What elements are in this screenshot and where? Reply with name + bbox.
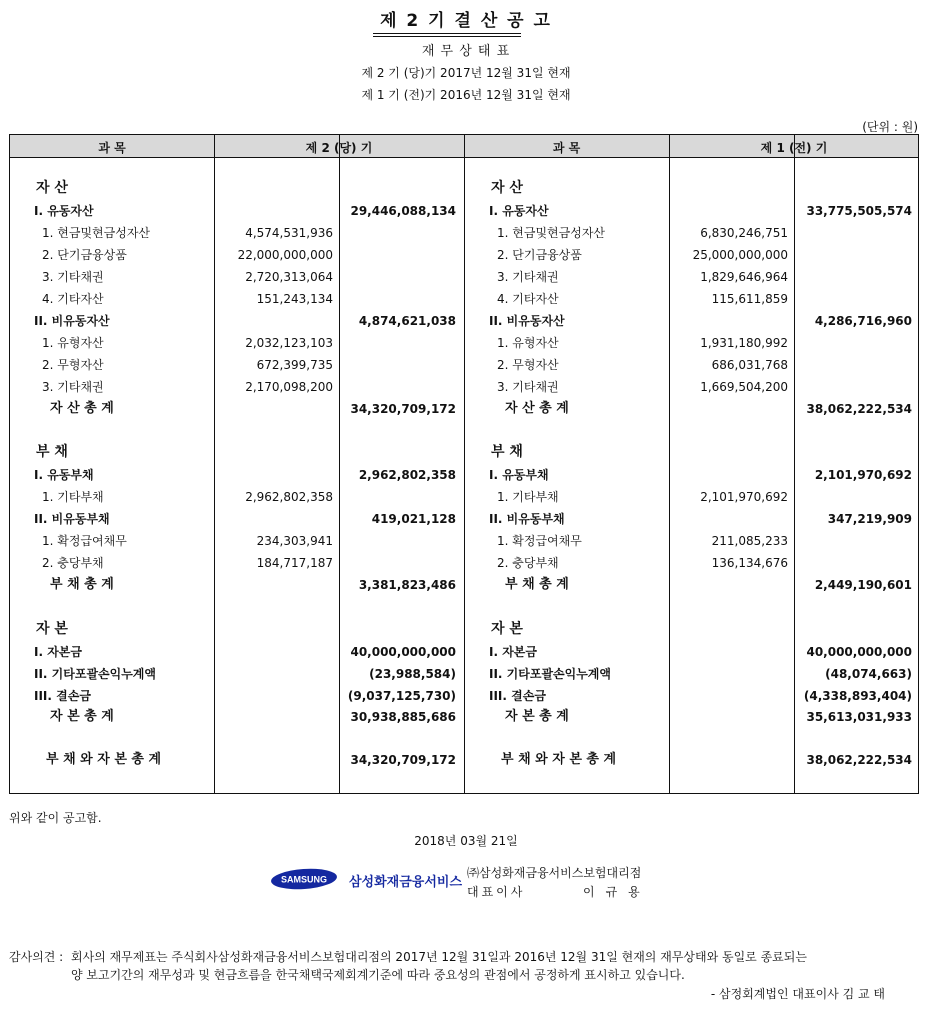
audit-opinion-line: 양 보고기간의 재무성과 및 현금흐름을 한국채택국제회계기준에 따라 중요성의 관점에서 공정하게 표시하고 있습니다. [71, 968, 685, 982]
row-label: 자 본 [36, 621, 68, 637]
prior-detail-value: 211,085,233 [711, 534, 788, 548]
row-label: II. 비유동자산 [489, 314, 565, 328]
column-divider [464, 135, 465, 793]
balance-sheet-table [9, 134, 919, 794]
row-label: III. 결손금 [489, 689, 546, 703]
row-label: 1. 기타부채 [42, 490, 104, 504]
current-total-value: 34,320,709,172 [350, 753, 456, 767]
current-detail-value: 2,720,313,064 [245, 270, 333, 284]
current-total-value: 3,381,823,486 [358, 578, 456, 592]
row-label: I. 자본금 [489, 645, 537, 659]
row-label: 자 산 [36, 180, 68, 196]
row-label: 부 채 총 계 [50, 577, 114, 592]
row-label: 자 산 총 계 [505, 401, 569, 416]
row-label: II. 비유동자산 [34, 314, 110, 328]
row-label: 1. 확정급여채무 [497, 534, 582, 548]
row-label: 3. 기타채권 [42, 380, 104, 394]
row-label: 2. 충당부채 [497, 556, 559, 570]
current-total-value: (23,988,584) [369, 667, 456, 681]
row-label: 3. 기타채권 [497, 270, 559, 284]
prior-detail-value: 1,931,180,992 [700, 336, 788, 350]
row-label: I. 유동자산 [34, 204, 94, 218]
audit-opinion-line: 회사의 재무제표는 주식회사삼성화재금융서비스보험대리점의 2017년 12월 31일과 2016년 12월 31일 현재의 재무상태와 동일로 종료되는 [71, 950, 807, 964]
row-label: 2. 무형자산 [42, 358, 104, 372]
row-label: 1. 유형자산 [497, 336, 559, 350]
row-label: 부 채 [36, 444, 68, 460]
statement-subtitle: 재 무 상 태 표 [421, 44, 511, 59]
current-total-value: (9,037,125,730) [347, 689, 456, 703]
prior-detail-value: 6,830,246,751 [700, 226, 788, 240]
title-underline [373, 36, 521, 37]
current-total-value: 419,021,128 [371, 512, 456, 526]
current-total-value: 34,320,709,172 [350, 402, 456, 416]
announcement-note: 위와 같이 공고함. [9, 811, 102, 825]
row-label: 1. 기타부채 [497, 490, 559, 504]
prior-total-value: 4,286,716,960 [814, 314, 912, 328]
title-underline [373, 33, 521, 34]
prior-total-value: 40,000,000,000 [806, 645, 912, 659]
ceo-title: 대표이사 [467, 885, 526, 899]
current-total-value: 2,962,802,358 [358, 468, 456, 482]
header-account-left: 과 목 [98, 141, 126, 155]
auditor-signature: - 삼정회계법인 대표이사 김 교 태 [710, 987, 885, 1001]
row-label: I. 유동자산 [489, 204, 549, 218]
row-label: II. 기타포괄손익누계액 [489, 667, 611, 681]
header-account-right: 과 목 [552, 141, 581, 155]
current-detail-value: 4,574,531,936 [245, 226, 333, 240]
prior-detail-value: 115,611,859 [711, 292, 788, 306]
row-label: 자 산 총 계 [50, 401, 114, 416]
audit-opinion-label: 감사의견 : [9, 950, 64, 964]
row-label: 1. 현금및현금성자산 [497, 226, 606, 240]
prior-total-value: (48,074,663) [825, 667, 912, 681]
current-total-value: 4,874,621,038 [358, 314, 456, 328]
prior-total-value: 38,062,222,534 [806, 753, 912, 767]
row-label: 4. 기타자산 [497, 292, 559, 306]
period-prior: 제 1 기 (전)기 2016년 12월 31일 현재 [361, 88, 571, 102]
prior-detail-value: 136,134,676 [711, 556, 788, 570]
row-label: 4. 기타자산 [42, 292, 104, 306]
prior-total-value: 38,062,222,534 [806, 402, 912, 416]
current-detail-value: 22,000,000,000 [237, 248, 333, 262]
document-title: 제 2 기 결 산 공 고 [380, 11, 552, 31]
current-detail-value: 184,717,187 [256, 556, 333, 570]
row-label: 자 산 [491, 180, 523, 196]
row-label: 자 본 총 계 [505, 709, 569, 724]
prior-detail-value: 1,829,646,964 [700, 270, 788, 284]
current-total-value: 40,000,000,000 [350, 645, 456, 659]
current-detail-value: 2,032,123,103 [245, 336, 333, 350]
row-label: 자 본 [491, 621, 523, 637]
row-label: I. 자본금 [34, 645, 82, 659]
row-label: II. 비유동부채 [34, 512, 110, 526]
prior-detail-value: 2,101,970,692 [700, 490, 788, 504]
row-label: I. 유동부채 [489, 468, 549, 482]
header-prior-period: 제 1 (전) 기 [760, 141, 828, 155]
current-detail-value: 151,243,134 [256, 292, 333, 306]
current-total-value: 29,446,088,134 [350, 204, 456, 218]
company-logo-text: 삼성화재금융서비스 [349, 875, 463, 890]
header-current-period: 제 2 (당) 기 [305, 141, 373, 155]
prior-detail-value: 686,031,768 [711, 358, 788, 372]
row-label: 부 채 총 계 [505, 577, 569, 592]
row-label: 1. 확정급여채무 [42, 534, 127, 548]
row-label: 2. 무형자산 [497, 358, 559, 372]
row-label: 부 채 와 자 본 총 계 [46, 752, 162, 767]
row-label: 3. 기타채권 [497, 380, 559, 394]
prior-total-value: 35,613,031,933 [806, 710, 912, 724]
period-current: 제 2 기 (당)기 2017년 12월 31일 현재 [361, 66, 571, 80]
row-label: 1. 유형자산 [42, 336, 104, 350]
row-label: 2. 충당부채 [42, 556, 104, 570]
row-label: 부 채 [491, 444, 523, 460]
row-label: I. 유동부채 [34, 468, 94, 482]
announcement-date: 2018년 03월 21일 [414, 834, 518, 848]
row-label: 부 채 와 자 본 총 계 [501, 752, 617, 767]
prior-total-value: (4,338,893,404) [803, 689, 912, 703]
prior-detail-value: 25,000,000,000 [692, 248, 788, 262]
row-label: II. 비유동부채 [489, 512, 565, 526]
prior-total-value: 33,775,505,574 [806, 204, 912, 218]
row-label: 2. 단기금융상품 [497, 248, 582, 262]
ceo-name: 이규용 [583, 885, 651, 899]
current-total-value: 30,938,885,686 [350, 710, 456, 724]
samsung-logo-icon [270, 868, 338, 890]
current-detail-value: 2,962,802,358 [245, 490, 333, 504]
row-label: 자 본 총 계 [50, 709, 114, 724]
row-label: II. 기타포괄손익누계액 [34, 667, 156, 681]
prior-total-value: 347,219,909 [827, 512, 912, 526]
row-label: 3. 기타채권 [42, 270, 104, 284]
row-label: 2. 단기금융상품 [42, 248, 127, 262]
prior-total-value: 2,101,970,692 [814, 468, 912, 482]
current-detail-value: 2,170,098,200 [245, 380, 333, 394]
company-name: ㈜삼성화재금융서비스보험대리점 [467, 866, 642, 880]
row-label: 1. 현금및현금성자산 [42, 226, 151, 240]
samsung-logo-text: SAMSUNG [280, 874, 328, 885]
unit-label: (단위 : 원) [862, 120, 918, 134]
prior-detail-value: 1,669,504,200 [700, 380, 788, 394]
prior-total-value: 2,449,190,601 [814, 578, 912, 592]
row-label: III. 결손금 [34, 689, 91, 703]
current-detail-value: 234,303,941 [256, 534, 333, 548]
current-detail-value: 672,399,735 [256, 358, 333, 372]
